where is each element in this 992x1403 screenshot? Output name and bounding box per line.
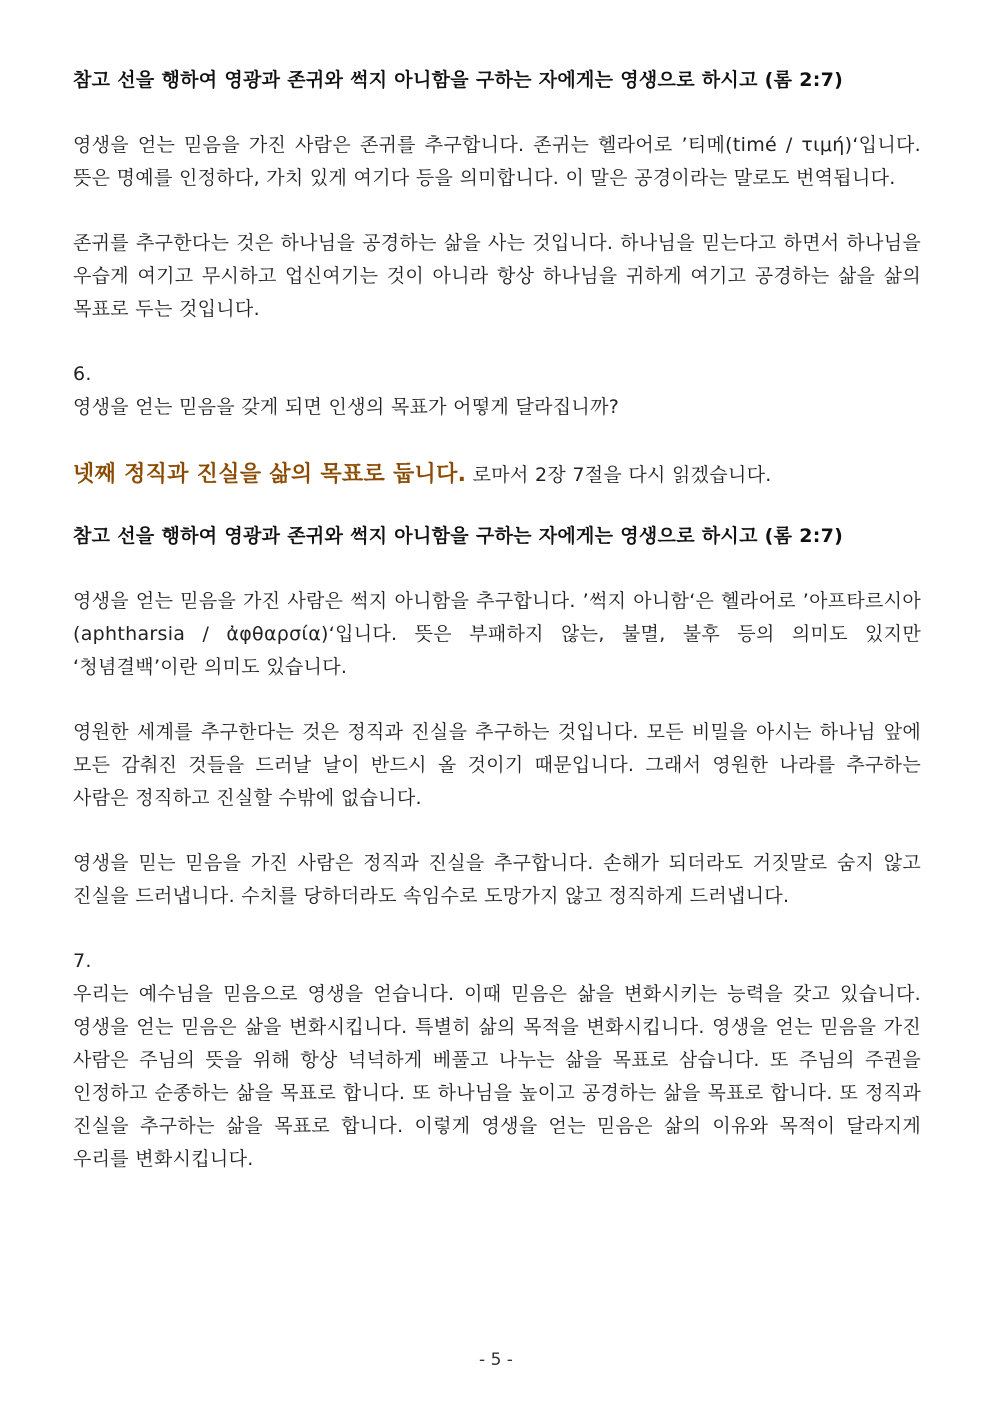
question-number: 7.: [73, 950, 92, 972]
spacer: [73, 494, 921, 520]
spacer: [73, 424, 921, 456]
document-body: [73, 64, 921, 1176]
scripture-verse: 참고 선을 행하여 영광과 존귀와 썩지 아니함을 구하는 자에게는 영생으로 하시고 (롬 2:7): [73, 69, 844, 91]
spacer: [73, 815, 921, 847]
paragraph: 영생을 믿는 믿음을 가진 사람은 정직과 진실을 추구합니다. 손해가 되더라도 거짓말로 숨지 않고 진실을 드러냅니다. 수치를 당하더라도 속임수로 도망가지 않고 정직하게 드러냅니다.: [73, 852, 921, 907]
section-heading-tail: 로마서 2장 7절을 다시 읽겠습니다.: [466, 464, 772, 486]
paragraph: 존귀를 추구한다는 것은 하나님을 공경하는 삶을 사는 것입니다. 하나님을 믿는다고 하면서 하나님을 우습게 여기고 무시하고 업신여기는 것이 아니라 항상 하나님을 귀하게 여기고 공경하는 삶을 삶의 목표로 두는 것입니다.: [73, 232, 921, 320]
paragraph: 영생을 얻는 믿음을 가진 사람은 썩지 아니함을 추구합니다. ’썩지 아니함‘은 헬라어로 ’아프타르시아(aphtharsia / ἀφθαρσία)‘입니다. 뜻은 부패하지 않는, 불멸, 불후 등의 의미도 있지만 ‘청념결백’이란 의미도 있습니다.: [73, 590, 921, 678]
paragraph: 영원한 세계를 추구한다는 것은 정직과 진실을 추구하는 것입니다. 모든 비밀을 아시는 하나님 앞에 모든 감춰진 것들을 드러날 날이 반드시 올 것이기 때문입니다. 그래서 영원한 나라를 추구하는 사람은 정직하고 진실할 수밖에 없습니다.: [73, 721, 921, 809]
section-heading: 넷째 정직과 진실을 삶의 목표로 둡니다.: [73, 462, 467, 487]
question-text: 영생을 얻는 믿음을 갖게 되면 인생의 목표가 어떻게 달라집니까?: [73, 396, 620, 418]
paragraph: 영생을 얻는 믿음을 가진 사람은 존귀를 추구합니다. 존귀는 헬라어로 ’티메(timé / τιμή)‘입니다. 뜻은 명예를 인정하다, 가치 있게 여기다 등을 의미합니다. 이 말은 공경이라는 말로도 번역됩니다.: [73, 134, 921, 189]
spacer: [73, 97, 921, 129]
spacer: [73, 553, 921, 585]
page-number: - 5 -: [479, 1350, 513, 1370]
section-heading-line: [73, 456, 921, 494]
question-number: 6.: [73, 363, 92, 385]
spacer: [73, 326, 921, 358]
spacer: [73, 195, 921, 227]
spacer: [73, 684, 921, 716]
paragraph: 우리는 예수님을 믿음으로 영생을 얻습니다. 이때 믿음은 삶을 변화시키는 능력을 갖고 있습니다. 영생을 얻는 믿음은 삶을 변화시킵니다. 특별히 삶의 목적을 변화시킵니다. 영생을 얻는 믿음을 가진 사람은 주님의 뜻을 위해 항상 넉넉하게 베풀고 나누는 삶을 목표로 삼습니다. 또 주님의 주권을 인정하고 순종하는 삶을 목표로 합니다. 또 하나님을 높이고 공경하는 삶을 목표로 합니다. 또 정직과 진실을 추구하는 삶을 목표로 합니다. 이렇게 영생을 얻는 믿음은 삶의 이유와 목적이 달라지게 우리를 변화시킵니다.: [73, 983, 921, 1170]
scripture-verse: 참고 선을 행하여 영광과 존귀와 썩지 아니함을 구하는 자에게는 영생으로 하시고 (롬 2:7): [73, 525, 844, 547]
spacer: [73, 913, 921, 945]
